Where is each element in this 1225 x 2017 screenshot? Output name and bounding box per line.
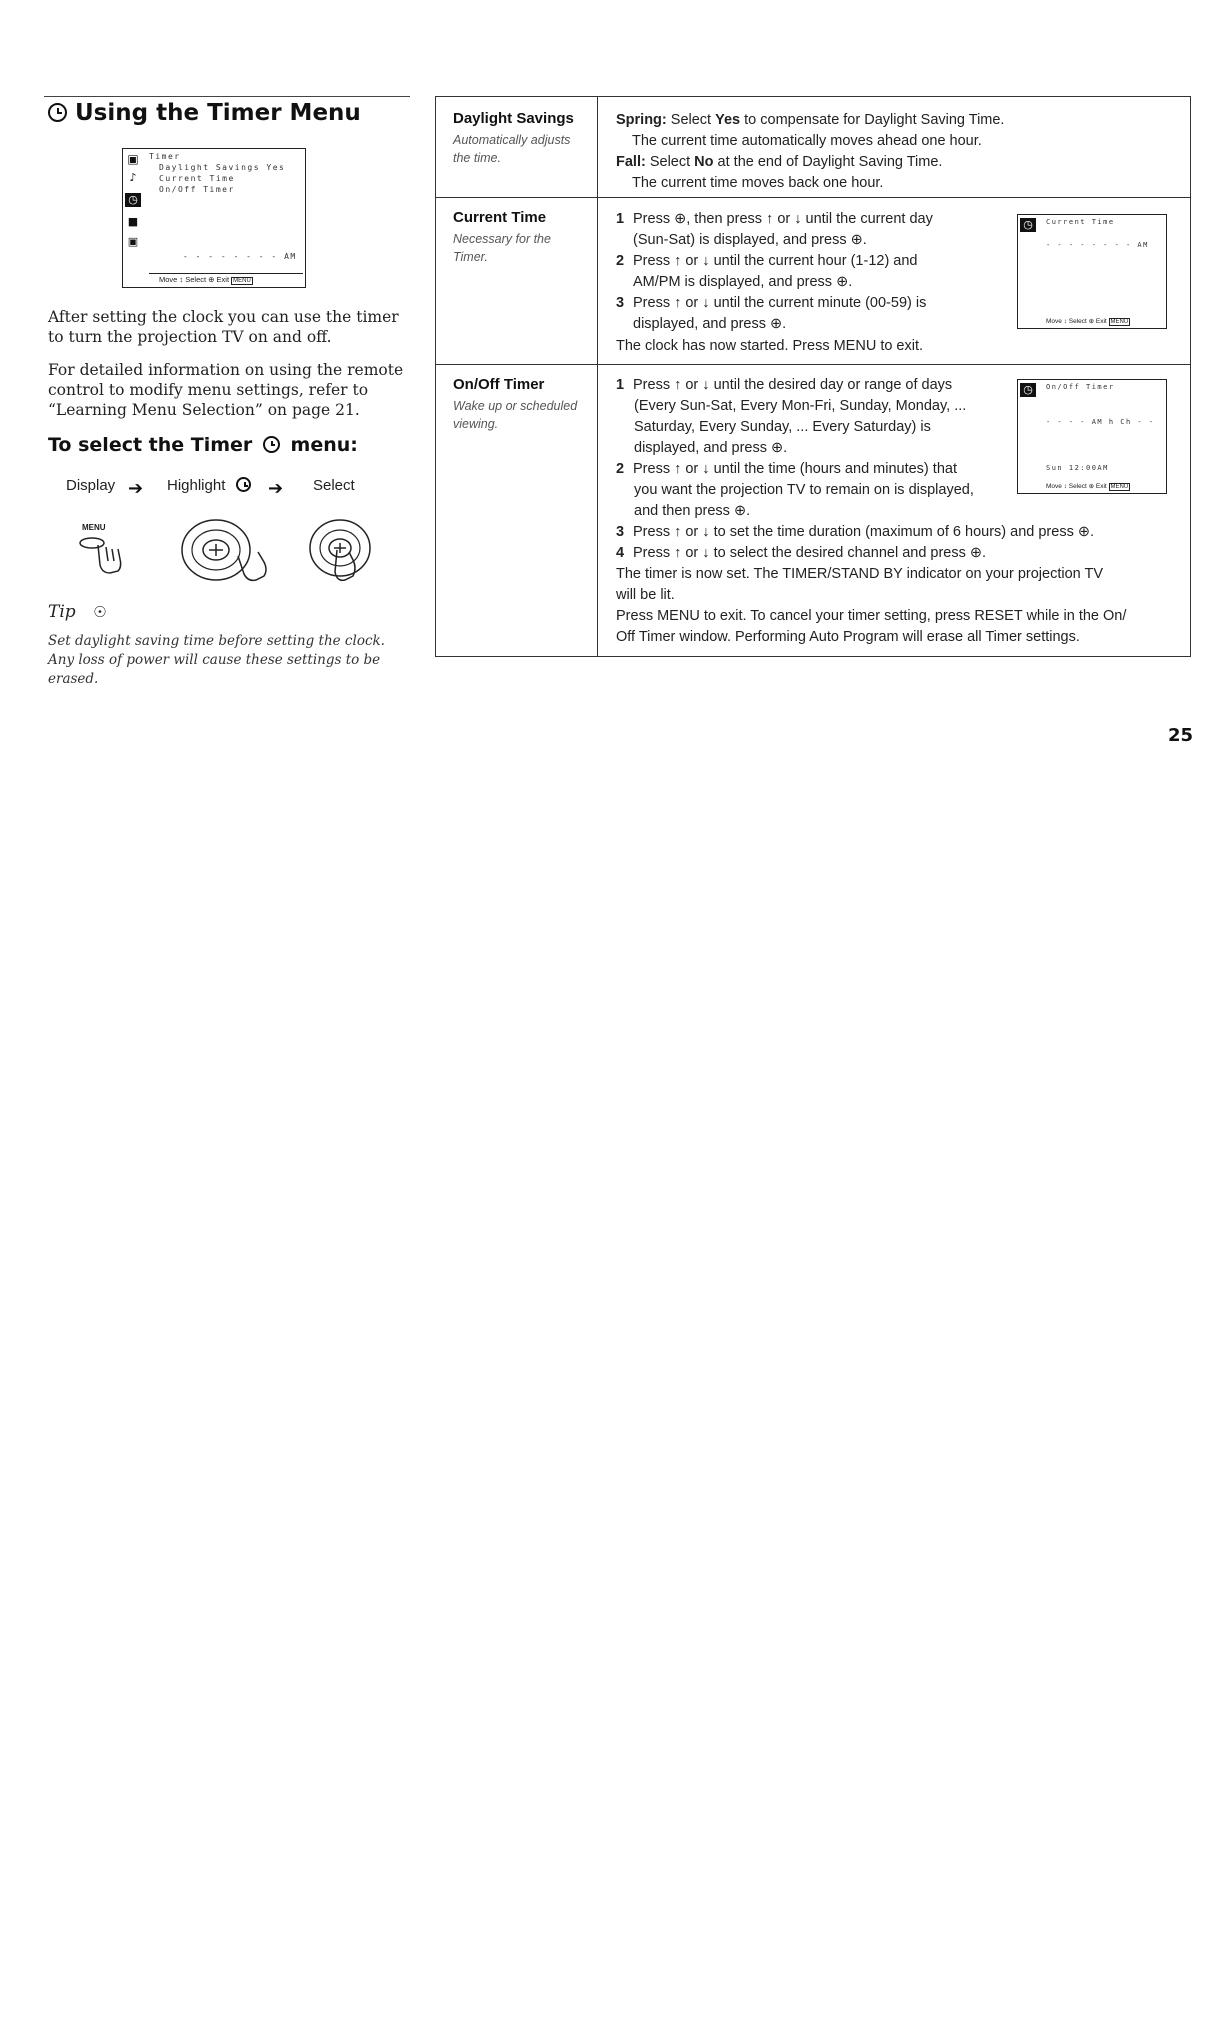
- on-off-note-3: Press MENU to exit. To cancel your timer setting, press RESET while in the On/: [616, 608, 1127, 624]
- on-off-step-1-cont-c: displayed, and press ⊕.: [634, 440, 788, 456]
- menu-footer: Move ↕ Select ⊕ Exit MENU: [159, 275, 251, 284]
- row-subtitle-on-off-timer: Wake up or scheduled viewing.: [453, 399, 578, 431]
- detail-paragraph: For detailed information on using the remote control to modify menu settings, refer to “Learning Menu Selection” on page 21.: [48, 361, 404, 419]
- timer-clock-icon-flow: [236, 477, 251, 492]
- tip-label: Tip ☉: [48, 602, 107, 622]
- current-time-step-1: 1 Press ⊕, then press ↑ or ↓ until the current day: [616, 211, 933, 227]
- row-title-on-off-timer: On/Off Timer: [453, 376, 545, 393]
- current-time-step-3-cont: displayed, and press ⊕.: [633, 316, 787, 332]
- arrow-right-icon: ➔: [268, 478, 284, 499]
- on-off-step-1-cont-b: Saturday, Every Sunday, ... Every Saturday) is: [634, 419, 931, 435]
- menu-item-daylight-savings: Daylight Savings Yes: [159, 163, 286, 172]
- menu-item-current-time: Current Time: [159, 174, 235, 183]
- on-off-note-4: Off Timer window. Performing Auto Program will erase all Timer settings.: [616, 629, 1080, 645]
- row-title-daylight-savings: Daylight Savings: [453, 110, 574, 127]
- settings-icon: ■: [127, 215, 139, 228]
- on-off-screen-line2: Sun 12:00AM: [1046, 464, 1109, 472]
- select-timer-heading: To select the Timer menu:: [48, 434, 358, 456]
- on-off-screen-footer: Move ↕ Select ⊕ Exit MENU: [1046, 483, 1129, 490]
- daylight-fall-line: Fall: Select No at the end of Daylight Saving Time.: [616, 154, 943, 170]
- on-off-screen-line: - - - - AM h Ch - -: [1046, 418, 1155, 426]
- lightbulb-icon: ☉: [93, 603, 107, 621]
- flow-highlight: Highlight: [167, 477, 255, 494]
- menu-item-on-off-timer: On/Off Timer: [159, 185, 235, 194]
- menu-button-illustration: MENU: [78, 523, 138, 583]
- on-off-step-2: 2 Press ↑ or ↓ until the time (hours and minutes) that: [616, 461, 957, 477]
- arrow-right-icon: ➔: [128, 478, 144, 499]
- current-time-screen-title: Current Time: [1046, 218, 1115, 226]
- row-title-current-time: Current Time: [453, 209, 547, 226]
- flow-display: Display: [66, 477, 116, 494]
- current-time-screen-footer: Move ↕ Select ⊕ Exit MENU: [1046, 318, 1129, 325]
- on-off-note-2: will be lit.: [616, 587, 675, 603]
- timer-icon: ◷: [125, 193, 141, 207]
- joystick-select-illustration: [303, 512, 383, 588]
- timer-clock-icon: [48, 103, 67, 122]
- on-off-note-1: The timer is now set. The TIMER/STAND BY indicator on your projection TV: [616, 566, 1104, 582]
- joystick-highlight-illustration: [178, 512, 274, 588]
- row-subtitle-daylight-savings: Automatically adjusts the time.: [453, 133, 571, 165]
- timer-icon: ◷: [1020, 383, 1036, 397]
- on-off-step-3: 3 Press ↑ or ↓ to set the time duration (maximum of 6 hours) and press ⊕.: [616, 524, 1095, 540]
- on-off-step-2-cont-b: and then press ⊕.: [634, 503, 751, 519]
- daylight-spring-desc: The current time automatically moves ahead one hour.: [632, 133, 982, 149]
- page-title: Using the Timer Menu: [48, 100, 361, 126]
- intro-paragraph: After setting the clock you can use the timer to turn the projection TV on and off.: [48, 308, 399, 346]
- current-time-screen: [1017, 214, 1167, 329]
- menu-time-line: - - - - - - - - AM: [183, 252, 297, 261]
- on-off-screen-title: On/Off Timer: [1046, 383, 1115, 391]
- tip-text: Set daylight saving time before setting the clock. Any loss of power will cause these settings to be erased.: [48, 633, 385, 687]
- on-off-step-2-cont-a: you want the projection TV to remain on is displayed,: [634, 482, 974, 498]
- setup-icon: ▣: [127, 235, 139, 248]
- current-time-step-3: 3 Press ↑ or ↓ until the current minute (00-59) is: [616, 295, 927, 311]
- menu-item-timer: Timer: [149, 152, 181, 161]
- top-rule: [44, 96, 410, 97]
- timer-menu-screen: [122, 148, 306, 288]
- row-subtitle-current-time: Necessary for the Timer.: [453, 232, 551, 264]
- current-time-screen-line: - - - - - - - - AM: [1046, 241, 1149, 249]
- on-off-step-1: 1 Press ↑ or ↓ until the desired day or range of days: [616, 377, 953, 393]
- on-off-step-4: 4 Press ↑ or ↓ to select the desired channel and press ⊕.: [616, 545, 987, 561]
- page-number: 25: [1168, 725, 1194, 746]
- on-off-timer-screen: [1017, 379, 1167, 494]
- on-off-step-1-cont-a: (Every Sun-Sat, Every Mon-Fri, Sunday, Monday, ...: [634, 398, 967, 414]
- current-time-step-1-cont: (Sun-Sat) is displayed, and press ⊕.: [633, 232, 867, 248]
- current-time-step-2-cont: AM/PM is displayed, and press ⊕.: [633, 274, 853, 290]
- daylight-fall-desc: The current time moves back one hour.: [632, 175, 884, 191]
- speaker-icon: ♪: [129, 171, 137, 184]
- hand-press-icon: [78, 531, 138, 587]
- timer-icon: ◷: [1020, 218, 1036, 232]
- timer-clock-icon-small: [263, 436, 280, 453]
- tv-icon: ▣: [127, 152, 139, 166]
- flow-select: Select: [313, 477, 355, 494]
- daylight-spring-line: Spring: Select Yes to compensate for Daylight Saving Time.: [616, 112, 1005, 128]
- current-time-step-2: 2 Press ↑ or ↓ until the current hour (1-12) and: [616, 253, 918, 269]
- current-time-note: The clock has now started. Press MENU to exit.: [616, 338, 924, 354]
